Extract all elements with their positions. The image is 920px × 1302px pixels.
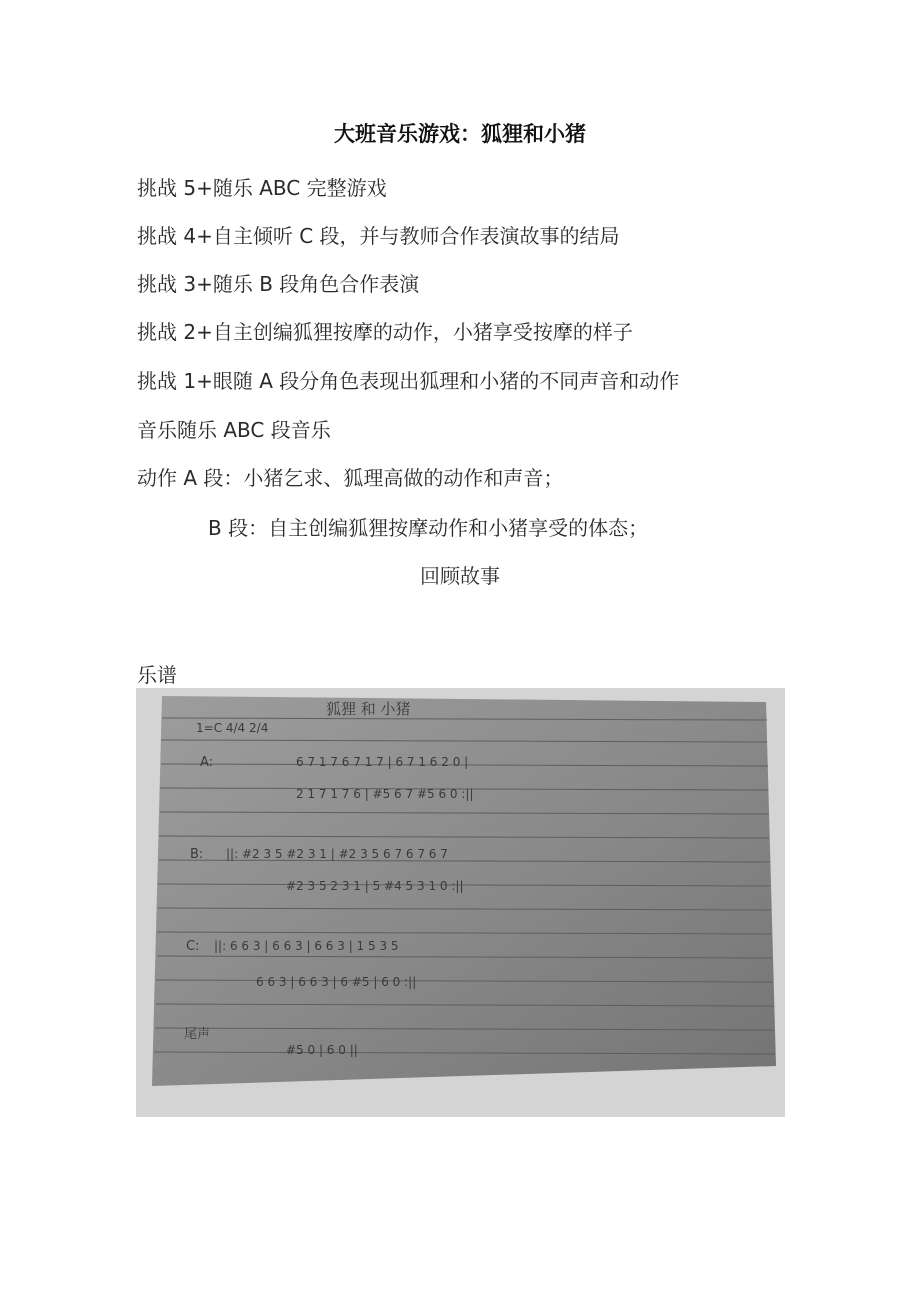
challenge-4-line: 挑战 4+自主倾听 C 段，并与教师合作表演故事的结局 xyxy=(137,224,620,248)
action-b-line: B 段：自主创编狐狸按摩动作和小猪享受的体态； xyxy=(208,516,649,540)
challenge-2-line: 挑战 2+自主创编狐狸按摩的动作，小猪享受按摩的样子 xyxy=(137,320,633,344)
score-row-notes: ||: 6 6 3 | 6 6 3 | 6 6 3 | 1 5 3 5 xyxy=(214,939,399,953)
review-story-line: 回顾故事 xyxy=(420,564,500,588)
challenge-3-line: 挑战 3+随乐 B 段角色合作表演 xyxy=(137,272,420,296)
score-heading: 狐狸 和 小猪 xyxy=(326,700,411,718)
score-row-notes: 2 1 7 1 7 6 | #5 6 7 #5 6 0 :|| xyxy=(296,787,474,801)
challenge-5-line: 挑战 5+随乐 ABC 完整游戏 xyxy=(137,176,387,200)
score-row-notes: 6 6 3 | 6 6 3 | 6 #5 | 6 0 :|| xyxy=(256,975,417,989)
score-row-label: A: xyxy=(200,755,214,770)
document-title: 大班音乐游戏：狐狸和小猪 xyxy=(334,122,586,146)
score-row-label: B: xyxy=(190,847,204,862)
challenge-1-line: 挑战 1+眼随 A 段分角色表现出狐理和小猪的不同声音和动作 xyxy=(137,369,680,393)
score-photo-svg xyxy=(136,688,785,1117)
score-label: 乐谱 xyxy=(137,663,177,687)
score-row-notes: 6 7 1 7 6 7 1 7 | 6 7 1 6 2 0 | xyxy=(296,755,469,769)
score-row-notes: ||: #2 3 5 #2 3 1 | #2 3 5 6 7 6 7 6 7 xyxy=(226,847,448,861)
score-row-label: C: xyxy=(186,939,200,954)
action-a-line: 动作 A 段：小猪乞求、狐理高做的动作和声音； xyxy=(137,466,564,490)
score-key-time: 1=C 4/4 2/4 xyxy=(196,721,269,735)
music-line: 音乐随乐 ABC 段音乐 xyxy=(137,418,331,442)
score-row-label: 尾声 xyxy=(184,1027,211,1042)
score-photo xyxy=(136,688,785,1117)
score-row-notes: #5 0 | 6 0 || xyxy=(286,1043,358,1057)
score-row-notes: #2 3 5 2 3 1 | 5 #4 5 3 1 0 :|| xyxy=(286,879,464,893)
